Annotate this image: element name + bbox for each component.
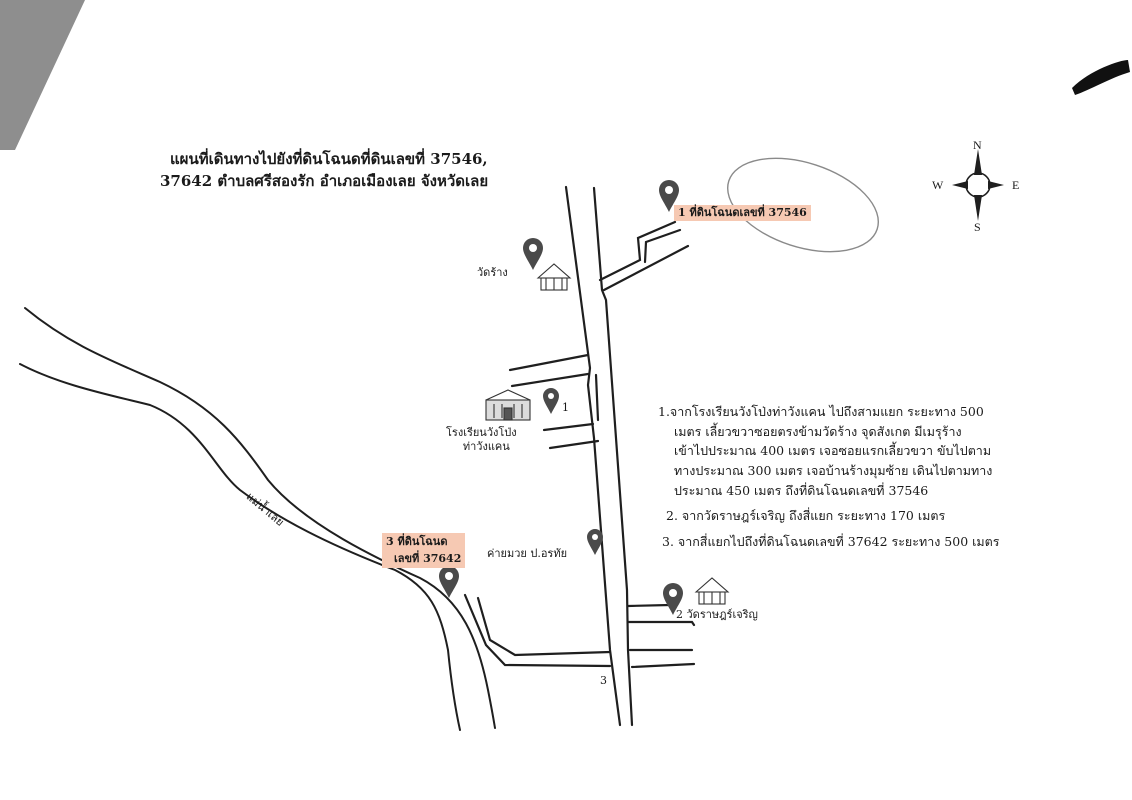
land-1-label: 1 ที่ดินโฉนดเลขที่ 37546 xyxy=(674,205,811,221)
land-3-label xyxy=(382,533,465,568)
compass-west-label: W xyxy=(932,178,944,192)
title-line-1: แผนที่เดินทางไปยังที่ดินโฉนดที่ดินเลขที่ 37546, xyxy=(170,150,488,168)
compass-rose-icon xyxy=(952,149,1004,221)
marker-1-number: 1 xyxy=(562,401,569,414)
directions-block xyxy=(658,404,999,549)
junction-3-number: 3 xyxy=(600,674,607,687)
direction-step-3: 3. จากสี่แยกไปถึงที่ดินโฉนดเลขที่ 37642 ระยะทาง 500 เมตร xyxy=(662,533,1000,549)
boxing-camp-label: ค่ายมวย ป.อรทัย xyxy=(487,547,568,560)
land-3-label-line-1: 3 ที่ดินโฉนด xyxy=(386,535,448,548)
direction-step-1-line: 1.จากโรงเรียนวังโป่งท่าวังแคน ไปถึงสามแยก ระยะทาง 500 xyxy=(658,404,984,419)
river-loei xyxy=(20,308,495,730)
compass-south-label: S xyxy=(974,220,981,234)
direction-step-1-line: ทางประมาณ 300 เมตร เจอบ้านร้างมุมซ้าย เดินไปตามทาง xyxy=(674,462,993,478)
school-label-line-2: ท่าวังแคน xyxy=(462,439,510,453)
wat-rang-label: วัดร้าง xyxy=(477,266,508,279)
school-label-line-1: โรงเรียนวังโป่ง xyxy=(446,426,517,439)
title-line-2: 37642 ตำบลศรีสองรัก อำเภอเมืองเลย จังหวัดเลย xyxy=(160,171,489,190)
ink-blot xyxy=(1072,60,1130,95)
corner-shadow xyxy=(0,0,85,150)
wat-rat-charoen-label: 2 วัดราษฎร์เจริญ xyxy=(676,608,758,621)
school-label xyxy=(446,426,517,454)
map-title xyxy=(160,150,488,194)
direction-step-1-line: เข้าไปประมาณ 400 เมตร เจอซอยแรกเลี้ยวขวา ขับไปตาม xyxy=(674,443,992,459)
direction-step-2: 2. จากวัดราษฎร์เจริญ ถึงสี่แยก ระยะทาง 170 เมตร xyxy=(666,508,946,524)
compass-north-label: N xyxy=(973,138,982,152)
road-main xyxy=(566,187,632,725)
school-building-icon xyxy=(486,390,530,420)
direction-step-1-line: ประมาณ 450 เมตร ถึงที่ดินโฉนดเลขที่ 37546 xyxy=(674,482,929,498)
direction-step-1-line: เมตร เลี้ยวขวาซอยตรงข้ามวัดร้าง จุดสังเกต มีเมรุร้าง xyxy=(674,423,962,439)
land-3-label-line-2: เลขที่ 37642 xyxy=(394,551,462,565)
compass-east-label: E xyxy=(1012,178,1020,192)
direction-step-1 xyxy=(658,404,999,498)
river-label: แม่น้ำเลย xyxy=(243,490,287,529)
